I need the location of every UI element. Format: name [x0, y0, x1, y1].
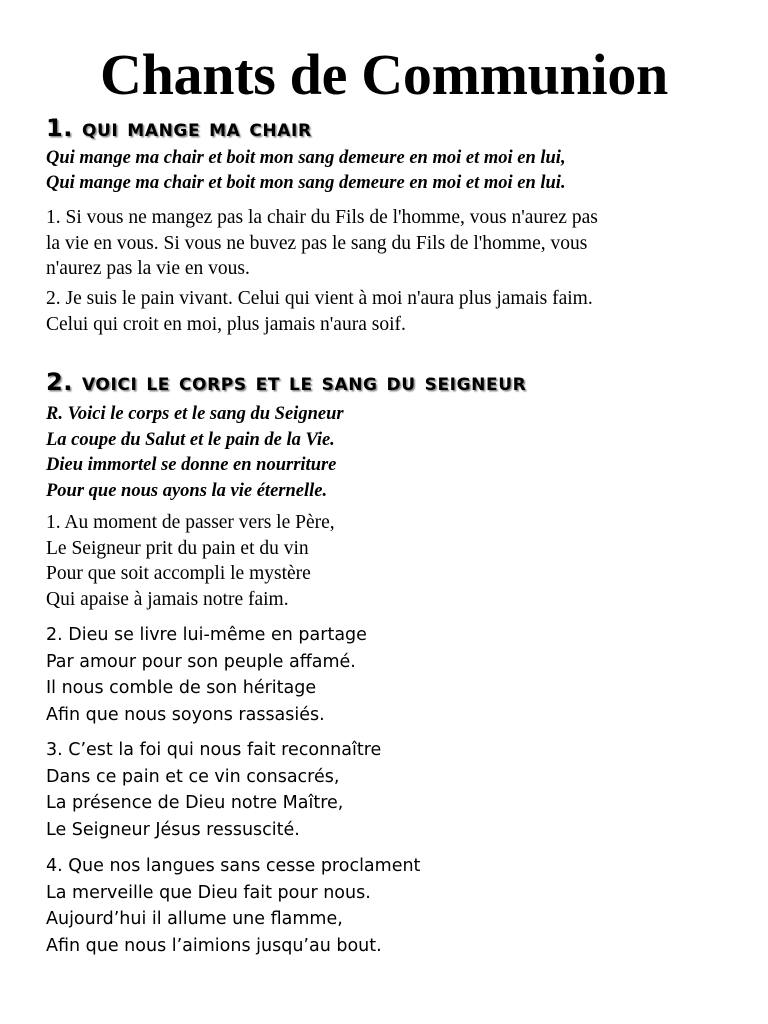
refrain-line: La coupe du Salut et le pain de la Vie.: [46, 429, 335, 450]
verse-line: Il nous comble de son héritage: [46, 678, 317, 698]
verse-line: 2. Dieu se livre lui-même en partage: [46, 625, 367, 645]
verse-line: Celui qui croit en moi, plus jamais n'aura soif.: [46, 313, 406, 335]
verse-line: Pour que soit accompli le mystère: [46, 563, 311, 584]
song-1-heading: 1. qui mange ma chair: [46, 114, 312, 142]
verse-line: 2. Je suis le pain vivant. Celui qui vient à moi n'aura plus jamais faim.: [46, 288, 593, 309]
verse-line: 3. C’est la foi qui nous fait reconnaître: [46, 740, 382, 760]
song-1-refrain: [46, 146, 736, 195]
refrain-line: Qui mange ma chair et boit mon sang demeure en moi et moi en lui.: [46, 172, 566, 193]
song-2-verse-4: [46, 853, 736, 959]
page-title: Chants de Communion: [100, 42, 668, 107]
refrain-line: R. Voici le corps et le sang du Seigneur: [46, 404, 344, 424]
verse-line: Aujourd’hui il allume une flamme,: [46, 909, 343, 929]
verse-line: Le Seigneur prit du pain et du vin: [46, 537, 309, 559]
verse-line: n'aurez pas la vie en vous.: [46, 258, 250, 279]
verse-line: 4. Que nos langues sans cesse proclament: [46, 856, 421, 876]
song-2-verse-1: [46, 510, 736, 612]
song-2-verse-3: [46, 737, 736, 843]
verse-line: 1. Au moment de passer vers le Père,: [46, 512, 335, 533]
refrain-line: Pour que nous ayons la vie éternelle.: [46, 480, 328, 501]
verse-line: Par amour pour son peuple affamé.: [46, 651, 356, 672]
verse-line: Le Seigneur Jésus ressuscité.: [46, 819, 300, 840]
refrain-line: Dieu immortel se donne en nourriture: [46, 455, 337, 475]
song-2-refrain: [46, 402, 736, 504]
verse-line: Afin que nous l’aimions jusqu’au bout.: [46, 935, 382, 956]
song-1-verse-1: [46, 205, 736, 282]
verse-line: la vie en vous. Si vous ne buvez pas le sang du Fils de l'homme, vous: [46, 232, 588, 254]
verse-line: Dans ce pain et ce vin consacrés,: [46, 766, 340, 787]
verse-line: La présence de Dieu notre Maître,: [46, 793, 344, 813]
song-2-verse-2: [46, 622, 736, 728]
verse-line: 1. Si vous ne mangez pas la chair du Fils de l'homme, vous n'aurez pas: [46, 207, 598, 228]
verse-line: Qui apaise à jamais notre faim.: [46, 588, 289, 610]
verse-line: Afin que nous soyons rassasiés.: [46, 704, 325, 725]
song-2-heading: 2. voici le corps et le sang du seigneur: [46, 368, 527, 396]
refrain-line: Qui mange ma chair et boit mon sang demeure en moi et moi en lui,: [46, 148, 566, 168]
song-1-verse-2: [46, 286, 736, 337]
verse-line: La merveille que Dieu fait pour nous.: [46, 882, 371, 903]
